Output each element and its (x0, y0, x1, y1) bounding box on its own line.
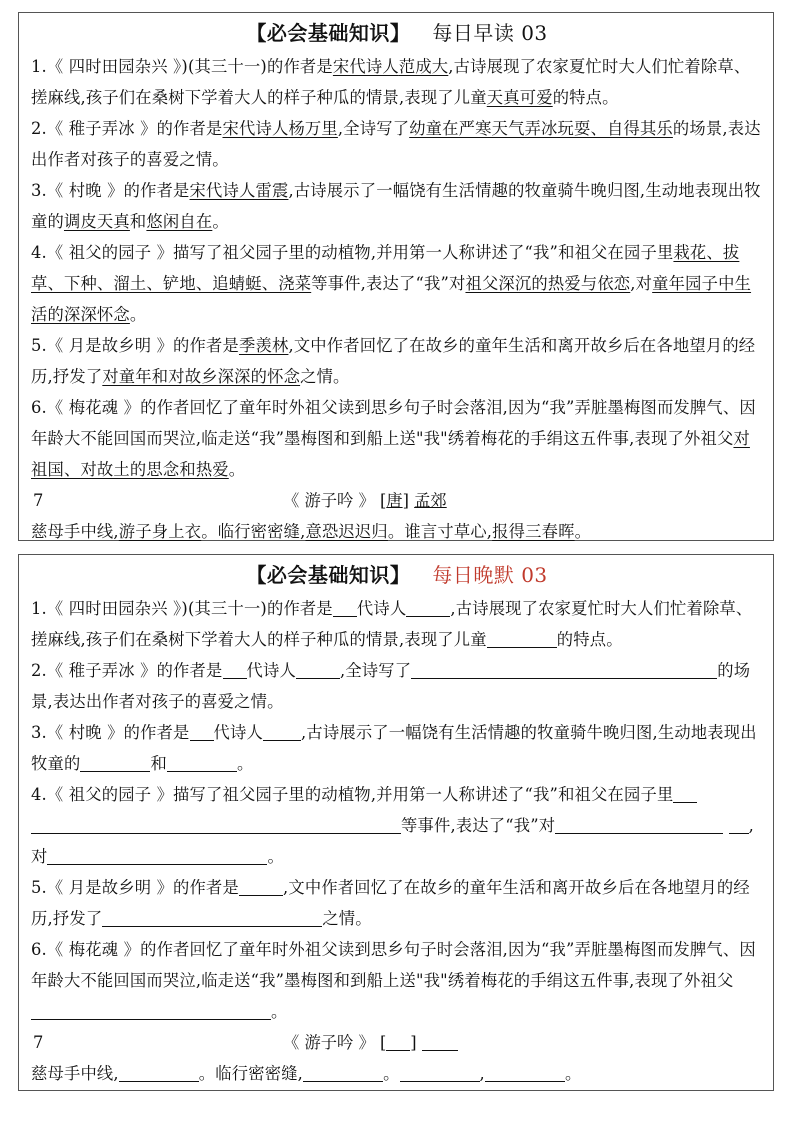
answer-blank[interactable] (333, 598, 357, 617)
answer-blank[interactable] (167, 753, 237, 772)
question-number: 7 (33, 1033, 44, 1052)
question-6: 6.《 梅花魂 》的作者回忆了童年时外祖父读到思乡句子时会落泪,因为“我”弄脏墨梅图而发脾气、因年龄大不能回国而哭泣,临走送“我”墨梅图和到船上送"我"绣着梅花的手绢这五件事,表现了外祖父对祖国、对故土的思念和热爱。 (31, 398, 756, 479)
card-subtitle: 每日早读 03 (432, 21, 548, 45)
question-number: 7 (33, 491, 44, 510)
answer-blank[interactable] (400, 1063, 480, 1082)
answer-blank[interactable] (263, 722, 301, 741)
question-1: 1.《 四时田园杂兴 》)(其三十一)的作者是宋代诗人范成大,古诗展现了农家夏忙时大人们忙着除草、搓麻线,孩子们在桑树下学着大人的样子种瓜的情景,表现了儿童天真可爱的特点。 (31, 57, 751, 107)
answer-blank[interactable] (303, 1063, 383, 1082)
answer-blank[interactable] (406, 598, 450, 617)
poem-title: 《 游子吟 》 (283, 491, 375, 510)
answer-blank[interactable] (487, 629, 557, 648)
question-1: 1.《 四时田园杂兴 》)(其三十一)的作者是 代诗人 ,古诗展现了农家夏忙时大人们忙着除草、搓麻线,孩子们在桑树下学着大人的样子种瓜的情景,表现了儿童 的特点。 (31, 599, 753, 649)
answer-blank[interactable] (239, 877, 283, 896)
answer-blank[interactable] (411, 660, 717, 679)
answer-blank[interactable] (47, 846, 267, 865)
answer-blank[interactable] (555, 815, 723, 834)
poem-dynasty: 唐 (386, 491, 403, 510)
section-tag: 【必会基础知识】 (246, 563, 411, 587)
answer-blank[interactable] (673, 784, 697, 803)
card-subtitle: 每日晚默 03 (432, 563, 548, 587)
morning-reading-card (18, 12, 774, 541)
answer-blank[interactable] (119, 1063, 199, 1082)
question-3: 3.《 村晚 》的作者是宋代诗人雷震,古诗展示了一幅饶有生活情趣的牧童骑牛晚归图,生动地表现出牧童的调皮天真和悠闲自在。 (31, 181, 761, 231)
evening-dictation-card (18, 554, 774, 1091)
question-5: 5.《 月是故乡明 》的作者是 ,文中作者回忆了在故乡的童年生活和离开故乡后在各地望月的经历,抒发了 之情。 (31, 878, 750, 928)
answer-blank[interactable] (296, 660, 340, 679)
question-4: 4.《 祖父的园子 》描写了祖父园子里的动植物,并用第一人称讲述了“我”和祖父在园子里栽花、拔草、下种、溜土、铲地、追蜻蜓、浇菜等事件,表达了“我”对祖父深沉的热爱与依恋,对童年园子中生活的深深怀念。 (31, 243, 752, 324)
author-blank[interactable] (422, 1032, 458, 1051)
poem-title: 《 游子吟 》 (283, 1033, 375, 1052)
answer-blank[interactable] (485, 1063, 565, 1082)
answer-blank[interactable] (80, 753, 150, 772)
answer-blank[interactable] (31, 815, 401, 834)
dynasty-blank[interactable] (386, 1032, 410, 1051)
section-tag: 【必会基础知识】 (246, 21, 411, 45)
answer-blank[interactable] (223, 660, 247, 679)
card-title (31, 17, 763, 51)
answer-blank[interactable] (31, 1001, 271, 1020)
question-2: 2.《 稚子弄冰 》的作者是宋代诗人杨万里,全诗写了幼童在严寒天气弄冰玩耍、自得其乐的场景,表达出作者对孩子的喜爱之情。 (31, 119, 761, 169)
answer-blank[interactable] (102, 908, 322, 927)
answer-blank[interactable] (190, 722, 214, 741)
question-6: 6.《 梅花魂 》的作者回忆了童年时外祖父读到思乡句子时会落泪,因为“我”弄脏墨梅图而发脾气、因年龄大不能回国而哭泣,临走送“我”墨梅图和到船上送"我"绣着梅花的手绢这五件事,表现了外祖父。 (31, 940, 756, 1021)
poem-text: 慈母手中线, 。临行密密缝, 。 , 。 (31, 1064, 582, 1083)
poem-heading: 7 《 游子吟 》 [ ] (31, 1027, 763, 1058)
poem-author: 孟郊 (414, 491, 447, 510)
answer-blank[interactable] (729, 815, 749, 834)
card-title (31, 559, 763, 593)
question-3: 3.《 村晚 》的作者是 代诗人 ,古诗展示了一幅饶有生活情趣的牧童骑牛晚归图,生动地表现出牧童的 和 。 (31, 723, 757, 773)
question-2: 2.《 稚子弄冰 》的作者是 代诗人 ,全诗写了 的场景,表达出作者对孩子的喜爱之情。 (31, 661, 751, 711)
poem-heading: 7 《 游子吟 》 [唐] 孟郊 (31, 485, 763, 516)
question-5: 5.《 月是故乡明 》的作者是季羡林,文中作者回忆了在故乡的童年生活和离开故乡后在各地望月的经历,抒发了对童年和对故乡深深的怀念之情。 (31, 336, 756, 386)
question-4: 4.《 祖父的园子 》描写了祖父园子里的动植物,并用第一人称讲述了“我”和祖父在园子里 等事件,表达了“我”对 ,对 。 (31, 785, 755, 866)
poem-text: 慈母手中线,游子身上衣。临行密密缝,意恐迟迟归。谁言寸草心,报得三春晖。 (31, 522, 592, 541)
